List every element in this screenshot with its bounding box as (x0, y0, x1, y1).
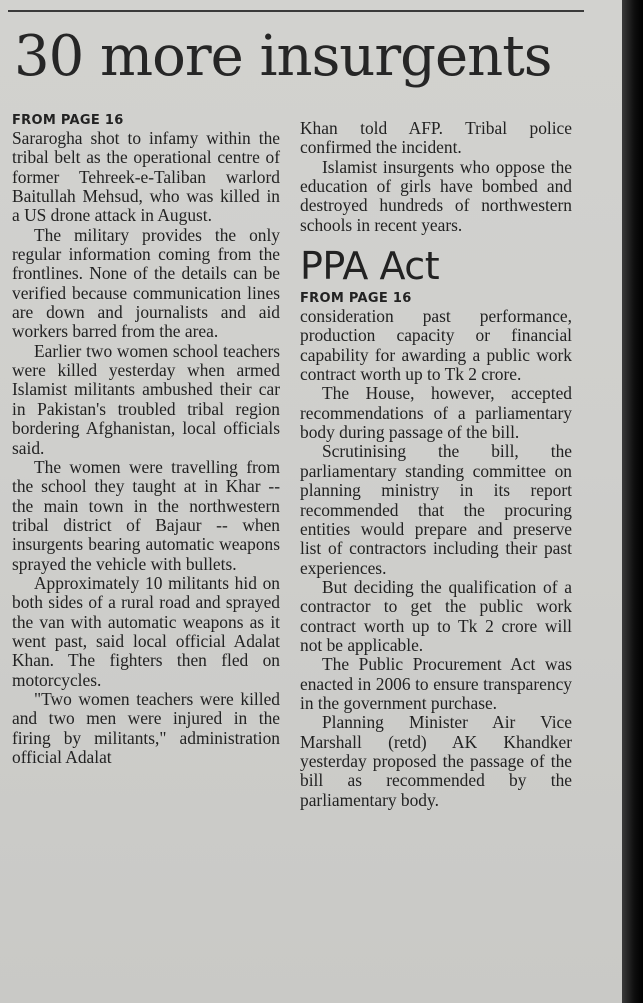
article-paragraph: But deciding the qualification of a contractor to get the public work contract worth up to Tk 2 crore will not be applicable. (300, 576, 572, 655)
article-paragraph: Scrutinising the bill, the parliamentary standing committee on planning ministry in its report recommended that the procuring entities would prepare and preserve list of contractors including their past experiences. (300, 441, 572, 578)
article-paragraph: The Public Procurement Act was enacted in 2006 to ensure transparency in the government purchase. (300, 654, 572, 713)
article-paragraph: Planning Minister Air Vice Marshall (retd) AK Khandker yesterday proposed the passage of the bill as recommended by the parliamentary body. (300, 712, 572, 810)
jump-line: FROM PAGE 16 (300, 291, 412, 307)
article-paragraph: Earlier two women school teachers were killed yesterday when armed Islamist militants ambushed their car in Pakistan's troubled tribal region bordering Afghanistan, local officials said. (12, 340, 280, 458)
article-paragraph: The House, however, accepted recommendations of a parliamentary body during passage of the bill. (300, 383, 572, 443)
article-paragraph: "Two women teachers were killed and two men were injured in the firing by militants," administration official Adalat (12, 688, 280, 767)
article-paragraph: consideration past performance, production capacity or financial capability for awarding a public work contract worth up to Tk 2 crore. (300, 306, 572, 385)
article-paragraph: Approximately 10 militants hid on both sides of a rural road and sprayed the van with automatic weapons as it went past, said local official Adalat Khan. The fighters then fled on motorcycles. (12, 572, 280, 690)
section-subhead: PPA Act (300, 244, 440, 289)
article-paragraph: Khan told AFP. Tribal police confirmed the incident. (300, 118, 572, 158)
article-paragraph: Islamist insurgents who oppose the education of girls have bombed and destroyed hundreds of northwestern schools in recent years. (300, 156, 572, 235)
article-paragraph: The women were travelling from the school they taught at in Khar -- the main town in the northwestern tribal district of Bajaur -- when insurgents bearing automatic weapons sprayed the vehicle with bullets. (12, 456, 280, 574)
right-column (300, 119, 572, 810)
top-rule (8, 10, 584, 12)
left-column (12, 113, 280, 767)
jump-line: FROM PAGE 16 (12, 113, 124, 128)
page-edge-shadow (622, 0, 643, 1003)
headline: 30 more insurgents (14, 24, 552, 89)
article-paragraph: The military provides the only regular information coming from the frontlines. None of the details can be verified because communication lines are down and journalists and aid workers barred from the area. (12, 224, 280, 342)
article-paragraph: Sararogha shot to infamy within the tribal belt as the operational centre of former Tehreek-e-Taliban warlord Baitullah Mehsud, who was killed in a US drone attack in August. (12, 128, 280, 226)
